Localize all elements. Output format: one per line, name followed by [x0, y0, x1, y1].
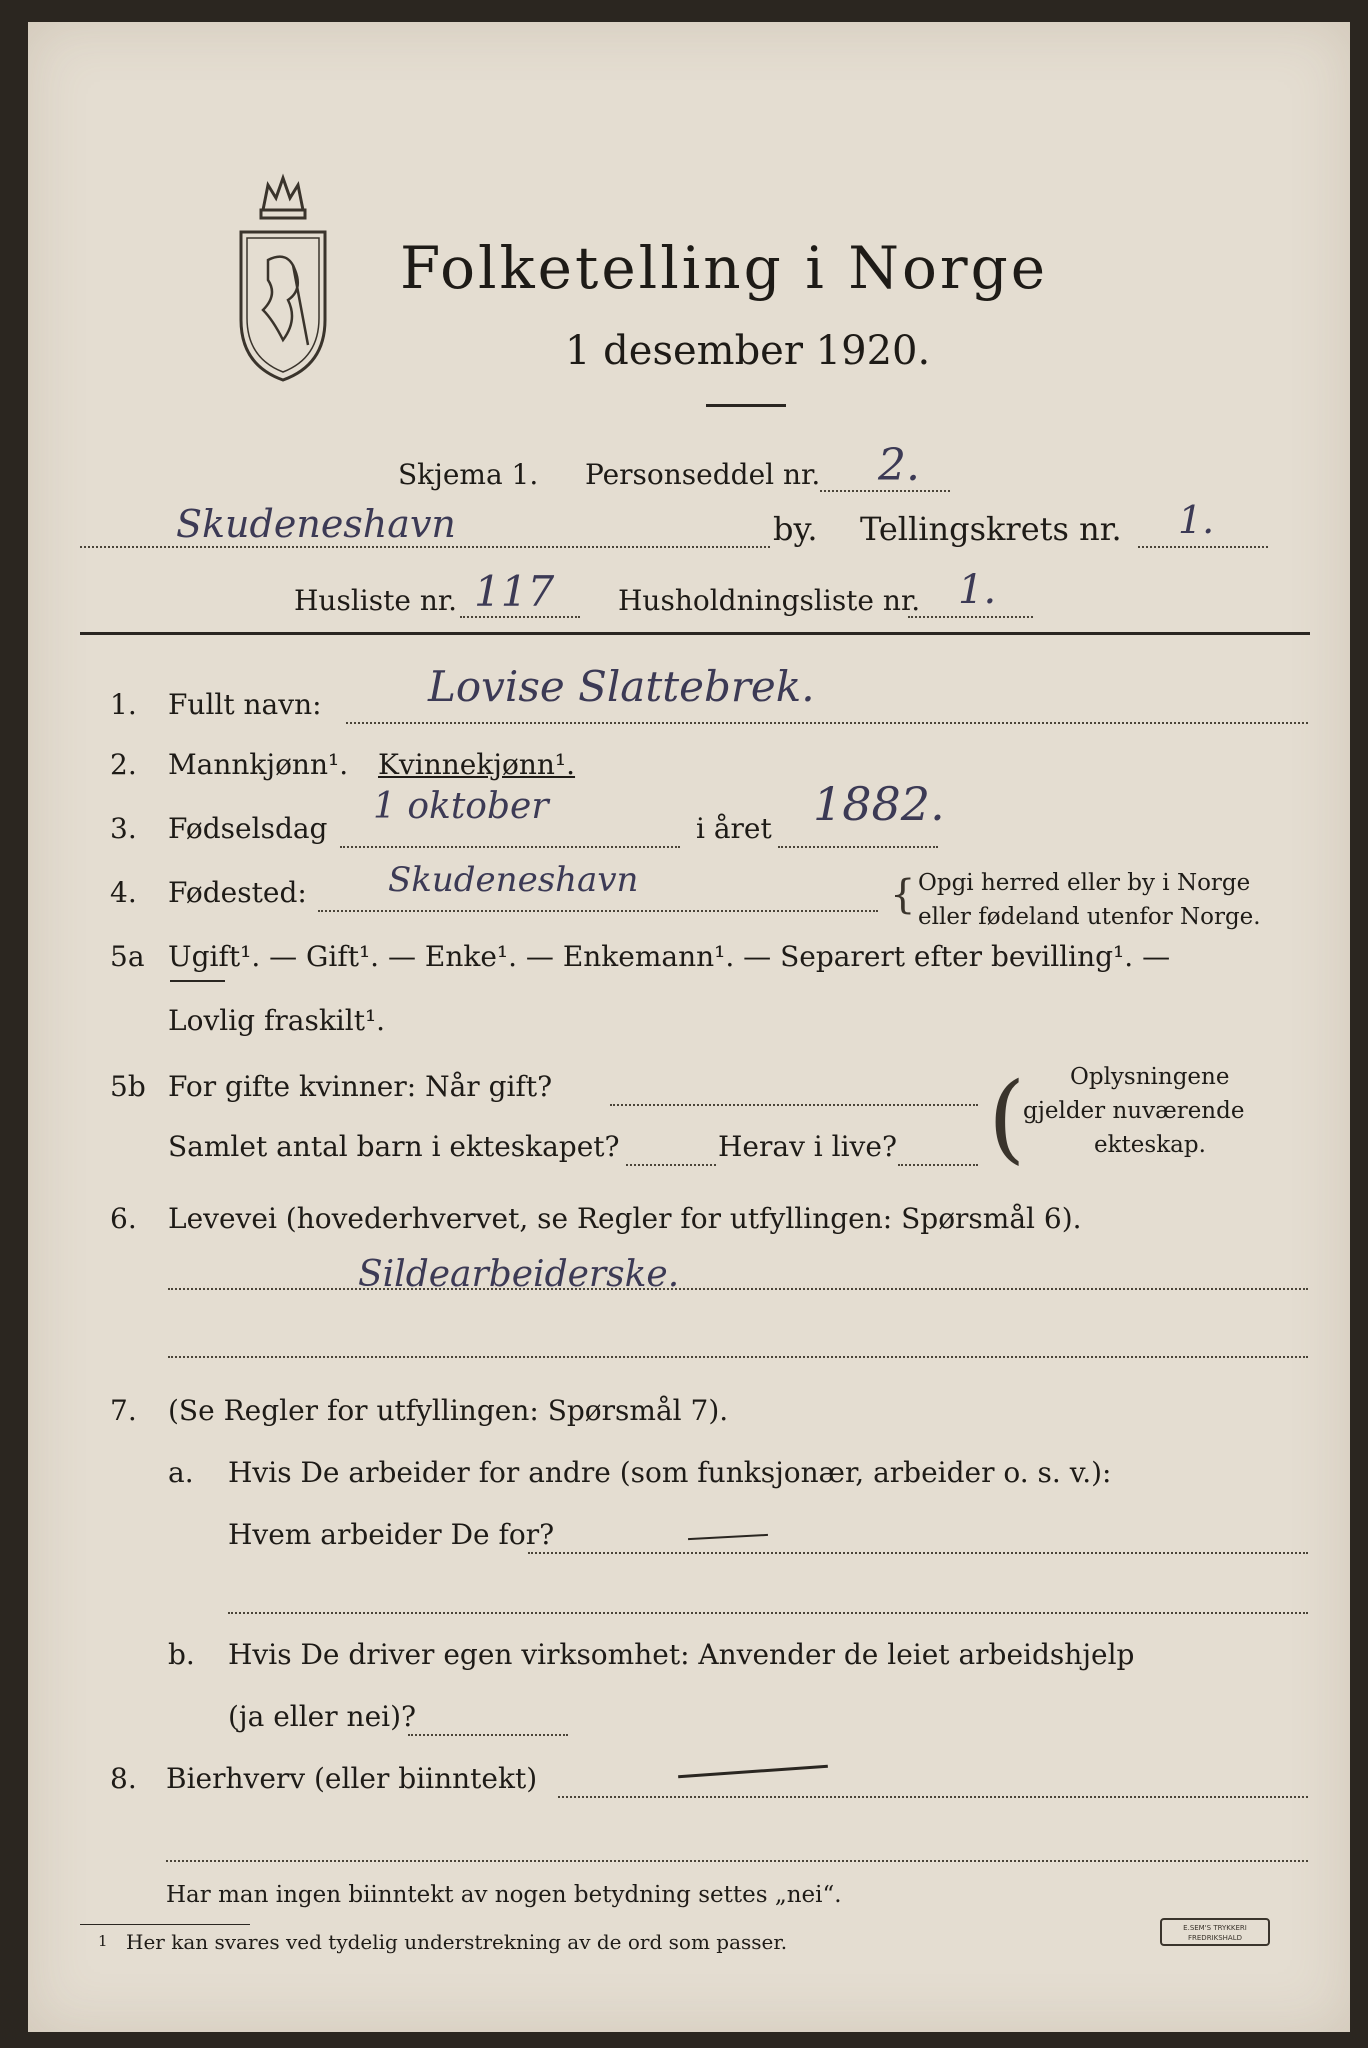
printer-stamp [1160, 1918, 1270, 1946]
full-name-value[interactable]: Lovise Slattebrek. [428, 662, 815, 711]
q3-label: Fødselsdag [168, 812, 328, 845]
q5a-number: 5a [110, 940, 145, 973]
stamp-line-1: E.SEM'S TRYKKERI [1183, 1924, 1247, 1932]
tellingskrets-value[interactable]: 1. [1178, 498, 1215, 542]
occupation-line-2 [168, 1356, 1308, 1358]
children-line [626, 1164, 716, 1166]
place-value[interactable]: Skudeneshavn [176, 502, 456, 546]
q1-number: 1. [110, 688, 137, 721]
q5b-label-married: For gifte kvinner: Når gift? [168, 1070, 553, 1103]
husliste-value[interactable]: 117 [474, 567, 555, 616]
header-rule [80, 632, 1310, 635]
coat-of-arms-icon [233, 170, 333, 385]
by-label: by. [773, 510, 818, 548]
q6-number: 6. [110, 1202, 137, 1235]
birthday-line [340, 846, 680, 848]
stamp-line-2: FREDRIKSHALD [1187, 1934, 1242, 1942]
q8-number: 8. [110, 1762, 137, 1795]
year-label: i året [696, 812, 772, 845]
q6-label: Levevei (hovederhvervet, se Regler for utfyllingen: Spørsmål 6). [168, 1202, 1082, 1235]
q7b-letter: b. [168, 1638, 195, 1671]
skjema-label: Skjema 1. [398, 458, 539, 491]
husholdning-label: Husholdningsliste nr. [618, 584, 921, 617]
q5b-number: 5b [110, 1070, 146, 1103]
q5b-note-3: ekteskap. [1094, 1132, 1206, 1158]
side-income-line-1 [558, 1796, 1308, 1798]
side-income-dash [678, 1765, 828, 1778]
birthplace-note-1: Opgi herred eller by i Norge [918, 870, 1251, 896]
footnote-rule [80, 1924, 250, 1925]
husliste-label: Husliste nr. [294, 584, 458, 617]
husliste-line [460, 616, 580, 618]
place-line [80, 546, 770, 548]
husholdning-line [908, 616, 1033, 618]
ugift-underline [170, 980, 225, 982]
q7-label: (Se Regler for utfyllingen: Spørsmål 7). [168, 1394, 729, 1427]
q7b-line-1: Hvis De driver egen virksomhet: Anvender de leiet arbeidshjelp [228, 1638, 1135, 1671]
census-date: 1 desember 1920. [565, 328, 931, 374]
q2-number: 2. [110, 748, 137, 781]
alive-line [898, 1164, 978, 1166]
birth-year-value[interactable]: 1882. [813, 777, 945, 831]
q5b-note-1: Oplysningene [1070, 1064, 1230, 1090]
birthplace-note-2: eller fødeland utenfor Norge. [918, 904, 1261, 930]
q7a-line-2: Hvem arbeider De for? [228, 1518, 555, 1551]
male-option[interactable]: Mannkjønn¹. [168, 748, 349, 781]
personseddel-label: Personseddel nr. [585, 458, 821, 491]
occupation-line-1 [168, 1288, 1308, 1290]
side-income-line-2 [166, 1860, 1308, 1862]
q4-number: 4. [110, 876, 137, 909]
q5b-label-alive: Herav i live? [718, 1130, 897, 1163]
title-divider [706, 404, 786, 407]
tellingskrets-label: Tellingskrets nr. [860, 510, 1122, 548]
birthday-value[interactable]: 1 oktober [373, 786, 549, 827]
q1-label: Fullt navn: [168, 688, 322, 721]
year-line [778, 846, 938, 848]
married-date-line [610, 1104, 978, 1106]
form-title: Folketelling i Norge [400, 234, 1049, 302]
birthplace-value[interactable]: Skudeneshavn [388, 860, 639, 900]
q5b-note-2: gjelder nuværende [1023, 1098, 1245, 1124]
q8-label: Bierhverv (eller biinntekt) [166, 1762, 538, 1795]
q4-label: Fødested: [168, 876, 307, 909]
side-income-note: Har man ingen biinntekt av nogen betydning settes „nei“. [166, 1882, 842, 1908]
q7a-letter: a. [168, 1456, 194, 1489]
q5b-label-children: Samlet antal barn i ekteskapet? [168, 1130, 620, 1163]
q3-number: 3. [110, 812, 137, 845]
birthplace-line [318, 910, 878, 912]
husholdning-value[interactable]: 1. [958, 567, 997, 613]
female-option[interactable]: Kvinnekjønn¹. [378, 748, 576, 781]
marital-status-divorced[interactable]: Lovlig fraskilt¹. [168, 1004, 386, 1037]
personseddel-value[interactable]: 2. [878, 440, 920, 491]
employer-line-1 [528, 1552, 1308, 1554]
tellingskrets-line [1138, 546, 1268, 548]
employer-dash [688, 1534, 768, 1540]
occupation-value[interactable]: Sildearbeiderske. [358, 1254, 680, 1295]
q7a-line-1: Hvis De arbeider for andre (som funksjonær, arbeider o. s. v.): [228, 1456, 1112, 1489]
footnote-mark: 1 [98, 1932, 108, 1950]
q1-line [346, 722, 1308, 724]
footnote-text: Her kan svares ved tydelig understrekning av de ord som passer. [126, 1930, 788, 1954]
hired-help-line [408, 1734, 568, 1736]
q7-number: 7. [110, 1394, 137, 1427]
census-form: Folketelling i Norge 1 desember 1920. Skjema 1. Personseddel nr. 2. Skudeneshavn by. Tellingskrets nr. 1. Husliste nr. 117 Husholdningsliste nr. 1. 1. Fullt navn: Lovise Slattebrek. 2. Mannkjønn¹. Kvinnekjønn¹. 3. Fødselsdag 1 oktober i året 1882. 4. Fødested: Skudeneshavn { Opgi herred eller by i Norge eller fødeland utenfor Norge. 5a Ugift¹. — Gift¹. — Enke¹. — Enkemann¹. — Separert efter bevilling¹. — Lovlig fraskilt¹. 5b For gifte kvinner: Når gift? Samlet antal barn i ekteskapet? Herav i live? ( Oplysningene gjelder nuværende ekteskap. 6. Levevei (hovederhvervet, se Regler for utfyllingen: Spørsmål 6). Sildearbeiderske. 7. (Se Regler for utfyllingen: Spørsmål 7). a. Hvis De arbeider for andre (som funksjonær, arbeider o. s. v.): Hvem arbeider De for? b. Hvis De driver egen virksomhet: Anvender de leiet arbeidshjelp (ja eller nei)? 8. Bierhverv (eller biinntekt) Har man ingen biinntekt av nogen betydning settes „nei“. 1 Her kan svares ved tydelig understrekning av de ord som passer. E.SEM'S TRYKKERI FREDRIKSHALD [28, 22, 1350, 2032]
q7b-line-2: (ja eller nei)? [228, 1700, 417, 1733]
marital-status-options[interactable]: Ugift¹. — Gift¹. — Enke¹. — Enkemann¹. — Separert efter bevilling¹. — [168, 940, 1171, 973]
employer-line-2 [228, 1612, 1308, 1614]
